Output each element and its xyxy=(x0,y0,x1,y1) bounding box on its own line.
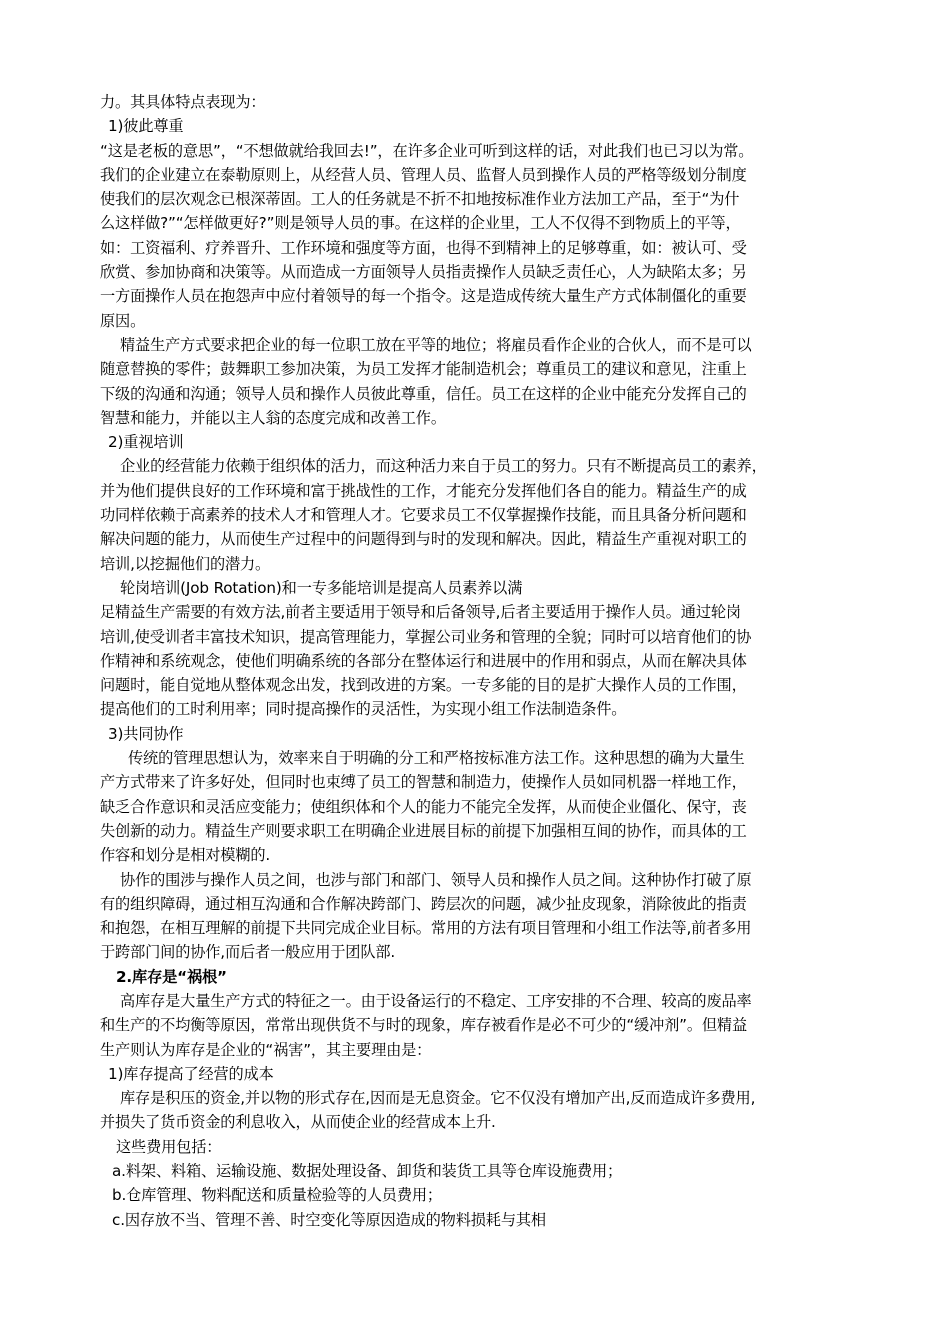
text-line: a.料架、料箱、运输设施、数据处理设备、卸货和装货工具等仓库设施费用； xyxy=(112,1162,623,1181)
text-line: 足精益生产需要的有效方法,前者主要适用于领导和后备领导,后者主要适用于操作人员。通过轮岗 xyxy=(100,603,741,622)
text-line: 并损失了货币资金的利息收入，从而使企业的经营成本上升. xyxy=(100,1113,496,1132)
text-line: 生产则认为库存是企业的“祸害”，其主要理由是： xyxy=(100,1040,432,1059)
text-line: 我们的企业建立在泰勒原则上，从经营人员、管理人员、监督人员到操作人员的严格等级划分制度 xyxy=(100,165,747,184)
text-line: 产方式带来了许多好处，但同时也束缚了员工的智慧和制造力，使操作人员如同机器一样地工作， xyxy=(100,773,747,792)
text-line: 精益生产方式要求把企业的每一位职工放在平等的地位；将雇员看作企业的合伙人，而不是可以 xyxy=(120,335,752,354)
text-line: 培训,以挖掘他们的潜力。 xyxy=(100,554,271,573)
text-line: 培训,使受训者丰富技术知识，提高管理能力，掌握公司业务和管理的全貌；同时可以培育他们的协 xyxy=(100,627,752,646)
text-line: 如：工资福利、疗养晋升、工作环境和强度等方面，也得不到精神上的足够尊重，如：被认可、受 xyxy=(100,238,747,257)
document-page xyxy=(100,90,880,1232)
text-line: 原因。 xyxy=(100,311,146,330)
text-line: 于跨部门间的协作,而后者一般应用于团队部. xyxy=(100,943,396,962)
text-line: 2.库存是“祸根” xyxy=(116,967,227,986)
text-line: 使我们的层次观念已根深蒂固。工人的任务就是不折不扣地按标准作业方法加工产品，至于“为什 xyxy=(100,190,740,209)
text-line: 1)库存提高了经营的成本 xyxy=(108,1064,274,1083)
text-line: 3)共同协作 xyxy=(108,724,184,743)
text-line: 下级的沟通和沟通；领导人员和操作人员彼此尊重，信任。员工在这样的企业中能充分发挥自己的 xyxy=(100,384,747,403)
text-line: 失创新的动力。精益生产则要求职工在明确企业进展目标的前提下加强相互间的协作，而具体的工 xyxy=(100,821,747,840)
text-line: 作容和划分是相对模糊的. xyxy=(100,846,271,865)
text-line: 高库存是大量生产方式的特征之一。由于设备运行的不稳定、工序安排的不合理、较高的废品率 xyxy=(120,991,752,1010)
text-line: 提高他们的工时利用率；同时提高操作的灵活性，为实现小组工作法制造条件。 xyxy=(100,700,627,719)
text-line: 么这样做?”“怎样做更好?”则是领导人员的事。在这样的企业里，工人不仅得不到物质上的平等， xyxy=(100,214,741,233)
text-line: 作精神和系统观念，使他们明确系统的各部分在整体运行和进展中的作用和弱点，从而在解决具体 xyxy=(100,651,747,670)
text-line: 库存是积压的资金,并以物的形式存在,因而是无息资金。它不仅没有增加产出,反而造成许多费用, xyxy=(120,1089,756,1108)
text-line: c.因存放不当、管理不善、时空变化等原因造成的物料损耗与其相 xyxy=(112,1210,546,1229)
text-line: 随意替换的零件；鼓舞职工参加决策，为员工发挥才能制造机会；尊重员工的建议和意见，注重上 xyxy=(100,360,747,379)
text-line: 这些费用包括： xyxy=(116,1137,222,1156)
text-line: 并为他们提供良好的工作环境和富于挑战性的工作，才能充分发挥他们各自的能力。精益生产的成 xyxy=(100,481,747,500)
text-line: 缺乏合作意识和灵活应变能力；使组织体和个人的能力不能完全发挥，从而使企业僵化、保守，丧 xyxy=(100,797,747,816)
text-line: 1)彼此尊重 xyxy=(108,117,184,136)
text-line: 问题时，能自觉地从整体观念出发，找到改进的方案。一专多能的目的是扩大操作人员的工作围， xyxy=(100,676,747,695)
text-line: 功同样依赖于高素养的技术人才和管理人才。它要求员工不仅掌握操作技能，而且具备分析问题和 xyxy=(100,506,747,525)
text-line: 企业的经营能力依赖于组织体的活力，而这种活力来自于员工的努力。只有不断提高员工的素养， xyxy=(120,457,767,476)
text-line: 和抱怨，在相互理解的前提下共同完成企业目标。常用的方法有项目管理和小组工作法等,前者多用 xyxy=(100,919,752,938)
text-line: 力。其具体特点表现为： xyxy=(100,93,266,111)
text-line: “这是老板的意思”，“不想做就给我回去!”，在许多企业可听到这样的话，对此我们也已习以为常。 xyxy=(100,141,754,160)
text-line: 欣赏、参加协商和决策等。从而造成一方面领导人员指责操作人员缺乏责任心，人为缺陷太多；另 xyxy=(100,263,747,282)
text-line: 一方面操作人员在抱怨声中应付着领导的每一个指令。这是造成传统大量生产方式体制僵化的重要 xyxy=(100,287,747,306)
text-line: 解决问题的能力，从而使生产过程中的问题得到与时的发现和解决。因此，精益生产重视对职工的 xyxy=(100,530,747,549)
text-line: 轮岗培训(Job Rotation)和一专多能培训是提高人员素养以满 xyxy=(120,578,523,597)
text-line: 2)重视培训 xyxy=(108,433,184,452)
text-line: 协作的围涉与操作人员之间，也涉与部门和部门、领导人员和操作人员之间。这种协作打破了原 xyxy=(120,870,752,889)
text-line: 有的组织障碍，通过相互沟通和合作解决跨部门、跨层次的问题，减少扯皮现象，消除彼此的指责 xyxy=(100,894,747,913)
text-line: b.仓库管理、物料配送和质量检验等的人员费用； xyxy=(112,1186,442,1205)
text-line: 和生产的不均衡等原因，常常出现供货不与时的现象，库存被看作是必不可少的“缓冲剂”。但精益 xyxy=(100,1016,748,1035)
text-line: 智慧和能力，并能以主人翁的态度完成和改善工作。 xyxy=(100,408,446,427)
text-line: 传统的管理思想认为，效率来自于明确的分工和严格按标准方法工作。这种思想的确为大量生 xyxy=(128,749,745,768)
